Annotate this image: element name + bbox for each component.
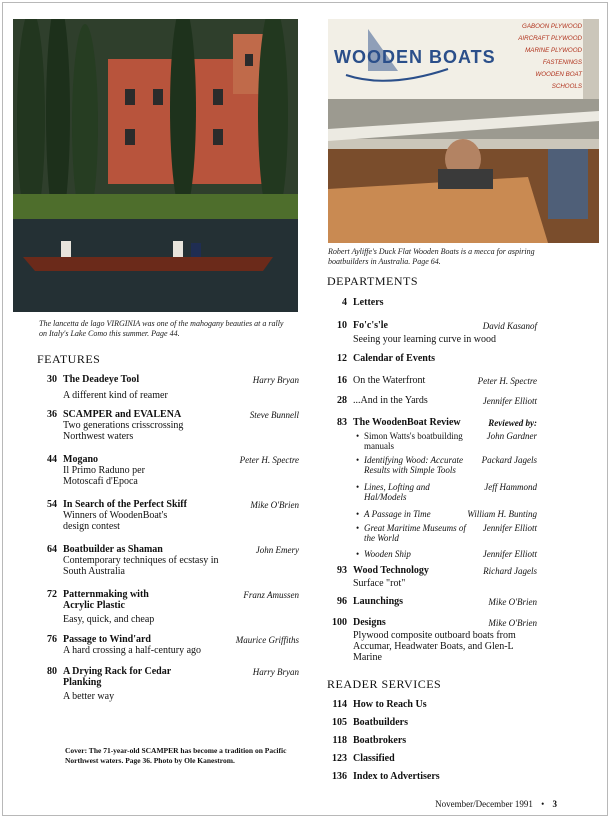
- feature-title: SCAMPER and EVALENA: [63, 409, 182, 420]
- bullet: •: [356, 455, 360, 465]
- page-number: 136: [332, 771, 347, 782]
- department-desc: Surface "rot": [353, 578, 406, 589]
- review-title: Lines, Lofting and Hal/Models: [364, 482, 430, 502]
- page-number: 123: [332, 753, 347, 764]
- feature-desc: Winners of WoodenBoat's design contest: [63, 510, 168, 532]
- department-title: On the Waterfront: [353, 375, 426, 386]
- department-author: Mike O'Brien: [488, 618, 537, 628]
- review-byline: Reviewed by:: [488, 418, 537, 428]
- review-author: William H. Bunting: [467, 509, 537, 519]
- department-title: Launchings: [353, 596, 404, 607]
- wooden-boats-shop-photo: [328, 19, 599, 243]
- feature-author: Peter H. Spectre: [239, 455, 299, 465]
- lake-como-photo: [13, 19, 298, 312]
- lake-como-illustration: [13, 19, 298, 312]
- page-number: 76: [47, 634, 57, 645]
- review-title: A Passage in Time: [364, 509, 431, 519]
- service-title: Boatbrokers: [353, 735, 407, 746]
- review-title: Simon Watts's boatbuilding manuals: [364, 431, 463, 451]
- feature-desc: A different kind of reamer: [63, 390, 168, 401]
- bullet: •: [356, 482, 360, 492]
- review-title: Identifying Wood: Accurate Results with Simple Tools: [364, 455, 463, 475]
- bullet: •: [356, 523, 360, 533]
- department-title: ...And in the Yards: [353, 395, 428, 406]
- department-desc: Plywood composite outboard boats from Accumar, Headwater Boats, and Glen-L Marine: [353, 630, 516, 663]
- feature-desc: A better way: [63, 691, 115, 702]
- bullet: •: [356, 549, 360, 559]
- cover-note: Cover: The 71-year-old SCAMPER has become a tradition on Pacific Northwest waters. Page 36. Photo by Ole Kanestrom.: [65, 746, 287, 765]
- review-author: Jeff Hammond: [484, 482, 537, 492]
- page-number: 83: [337, 417, 347, 428]
- feature-title: A Drying Rack for Cedar Planking: [63, 666, 171, 688]
- service-title: Classified: [353, 753, 395, 764]
- page-number: 12: [337, 353, 347, 364]
- footer-separator: •: [541, 799, 545, 809]
- page-number: 64: [47, 544, 57, 555]
- page-number: 30: [47, 374, 57, 385]
- feature-title: Passage to Wind'ard: [63, 634, 151, 645]
- review-author: John Gardner: [486, 431, 537, 441]
- shop-sign: [328, 19, 583, 99]
- page-number: 72: [47, 589, 57, 600]
- department-title: Letters: [353, 297, 384, 308]
- page-number: 36: [47, 409, 57, 420]
- department-desc: Seeing your learning curve in wood: [353, 334, 497, 345]
- review-author: Jennifer Elliott: [482, 523, 537, 533]
- issue-date: November/December 1991: [435, 799, 533, 809]
- bullet: •: [356, 509, 360, 519]
- department-author: David Kasanof: [482, 321, 537, 331]
- shop-sign-item: GABOON PLYWOOD: [522, 23, 582, 30]
- service-title: Index to Advertisers: [353, 771, 440, 782]
- left-photo-caption: The lancetta de lago VIRGINIA was one of the mahogany beauties at a rally on Italy's Lake Como this summer. Page 44.: [39, 319, 284, 338]
- department-author: Mike O'Brien: [488, 597, 537, 607]
- department-author: Peter H. Spectre: [477, 376, 537, 386]
- page-number-footer: 3: [552, 799, 557, 809]
- shop-sign-name: WOODEN BOATS: [334, 47, 496, 67]
- feature-author: Harry Bryan: [252, 375, 299, 385]
- department-title: The WoodenBoat Review: [353, 417, 461, 428]
- feature-desc: A hard crossing a half-century ago: [63, 645, 202, 656]
- feature-title: In Search of the Perfect Skiff: [63, 499, 187, 510]
- page-number: 44: [47, 454, 57, 465]
- shop-sign-item: WOODEN BOAT SCHOOLS: [535, 71, 582, 90]
- shop-sign-item: AIRCRAFT PLYWOOD: [518, 35, 582, 42]
- shop-sign-item: MARINE PLYWOOD: [525, 47, 582, 54]
- review-title: Wooden Ship: [364, 549, 411, 559]
- department-title: Calendar of Events: [353, 353, 436, 364]
- department-title: Wood Technology: [353, 565, 429, 576]
- review-author: Jennifer Elliott: [482, 549, 537, 559]
- feature-title: Boatbuilder as Shaman: [63, 544, 163, 555]
- magazine-page: [2, 2, 608, 816]
- features-heading: FEATURES: [37, 352, 101, 366]
- feature-author: John Emery: [255, 545, 299, 555]
- feature-desc: Contemporary techniques of ecstasy in South Australia: [63, 555, 219, 577]
- feature-author: Mike O'Brien: [250, 500, 299, 510]
- department-author: Jennifer Elliott: [482, 396, 537, 406]
- review-title: Great Maritime Museums of the World: [364, 523, 466, 543]
- right-photo-caption: Robert Ayliffe's Duck Flat Wooden Boats is a mecca for aspiring boatbuilders in Australia. Page 64.: [328, 247, 535, 266]
- page-number: 93: [337, 565, 347, 576]
- feature-author: Steve Bunnell: [249, 410, 299, 420]
- page-footer: [435, 799, 557, 809]
- feature-desc: Easy, quick, and cheap: [63, 614, 155, 625]
- page-number: 96: [337, 596, 347, 607]
- page-number: 80: [47, 666, 57, 677]
- feature-desc: Two generations crisscrossing Northwest waters: [63, 420, 184, 442]
- departments-heading: DEPARTMENTS: [327, 274, 419, 288]
- page-number: 100: [332, 617, 347, 628]
- bullet: •: [356, 431, 360, 441]
- page-number: 54: [47, 499, 57, 510]
- reader-services-heading: READER SERVICES: [327, 677, 442, 691]
- feature-title: The Deadeye Tool: [63, 374, 140, 385]
- feature-desc: Il Primo Raduno per Motoscafi d'Epoca: [63, 465, 145, 487]
- department-author: Richard Jagels: [483, 566, 537, 576]
- feature-author: Franz Amussen: [243, 590, 299, 600]
- page-number: 16: [337, 375, 347, 386]
- feature-author: Harry Bryan: [252, 667, 299, 677]
- shop-sign-items: [504, 21, 582, 93]
- feature-title: Mogano: [63, 454, 98, 465]
- shop-sign-item: FASTENINGS: [542, 59, 582, 66]
- page-number: 4: [342, 297, 347, 308]
- feature-author: Maurice Griffiths: [235, 635, 299, 645]
- department-title: Fo'c's'le: [353, 320, 388, 331]
- page-number: 28: [337, 395, 347, 406]
- department-title: Designs: [353, 617, 386, 628]
- page-number: 118: [332, 735, 347, 746]
- review-author: Packard Jagels: [481, 455, 537, 465]
- feature-title: Patternmaking with Acrylic Plastic: [63, 589, 149, 611]
- page-number: 10: [337, 320, 347, 331]
- service-title: How to Reach Us: [353, 699, 427, 710]
- page-number: 114: [332, 699, 347, 710]
- service-title: Boatbuilders: [353, 717, 409, 728]
- page-number: 105: [332, 717, 347, 728]
